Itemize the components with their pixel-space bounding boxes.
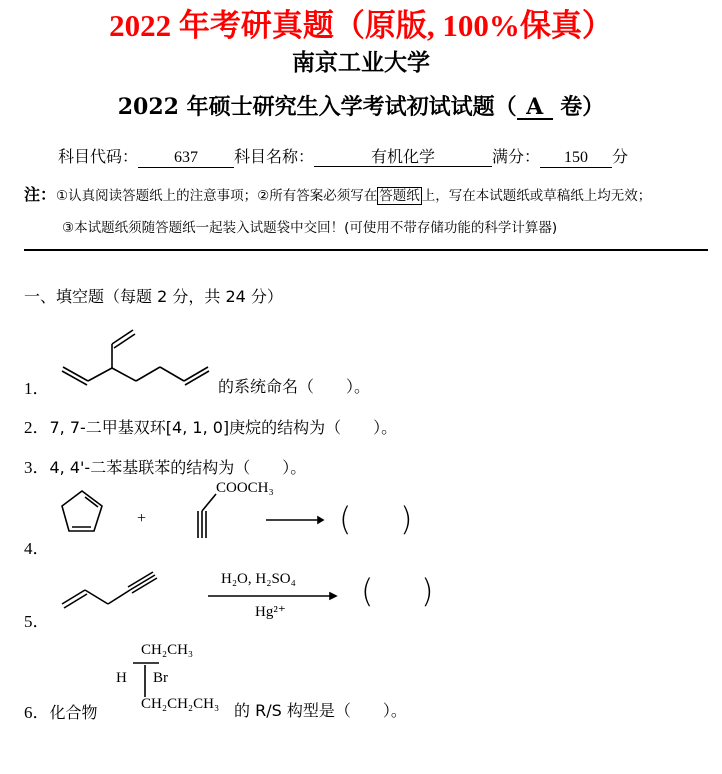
fischer-top-group: CH₂CH₃ [141,642,194,658]
answer-paren-open: ( [361,572,374,610]
answer-sheet-box: 答题纸 [379,188,420,204]
question-number: 1． [24,379,50,398]
q1-structure [62,330,209,385]
score-unit: 分 [612,147,629,166]
question-6-suffix: 的 R/S 构型是（ ）。 [234,701,407,720]
question-2 [24,413,397,438]
subject-name-value: 有机化学 [314,148,492,167]
question-3 [24,453,306,478]
question-number: 3． [24,458,50,477]
q5-structure [62,572,157,608]
subject-code-value: 637 [138,149,234,168]
answer-paren-close: ) [421,572,434,610]
question-number: 2． [24,418,50,437]
notice-text-b: 上，写在本试题纸或草稿纸上均无效； [421,188,652,204]
promo-banner: 2022 年考研真题（原版, 100%保真） [109,8,613,43]
reagent-formula: COOCH₃ [216,480,274,496]
question-2-text: 7, 7-二甲基双环[4, 1, 0]庚烷的结构为（ ）。 [49,418,398,437]
exam-title-suffix: 卷） [552,94,605,120]
question-number: 4． [24,539,50,558]
notice-lead: 注： [24,185,57,204]
condition-bottom: Hg²⁺ [255,604,286,620]
answer-paren-close: ) [400,500,413,538]
q4-cyclopentadiene [62,491,102,531]
question-number: 5． [24,612,50,631]
fischer-bottom-group: CH₂CH₂CH₃ [141,696,220,712]
section-title: 一、填空题（每题 2 分，共 24 分） [24,287,283,306]
subject-code-label: 科目代码： [58,147,139,166]
condition-top: H₂O, H₂SO₄ [221,571,296,587]
answer-paren-open: ( [339,500,352,538]
notice-text-a: ①认真阅读答题纸上的注意事项；②所有答案必须写在 [56,188,378,204]
notice-line-2: ③本试题纸须随答题纸一起装入试题袋中交回！(可使用不带存储功能的科学计算器) [62,220,558,236]
subject-name-label: 科目名称： [234,147,315,166]
question-1-text: 的系统命名（ ）。 [218,377,371,396]
question-6 [24,698,98,723]
plus-sign: + [137,510,147,527]
full-score-label: 满分： [492,147,541,166]
q5-reaction-arrow [208,593,336,599]
question-4 [24,534,50,559]
question-6-prefix: 化合物 [49,703,98,722]
paper-letter: A [517,96,553,120]
question-1 [24,374,50,399]
exam-title-text: 2022 年硕士研究生入学考试初试试题（ [117,94,517,120]
fischer-right-atom: Br [153,670,168,686]
question-3-text: 4, 4'-二苯基联苯的结构为（ ）。 [49,458,307,477]
university-name: 南京工业大学 [292,49,430,76]
question-number: 6． [24,703,50,722]
question-5 [24,607,50,632]
fischer-left-atom: H [116,670,127,686]
q4-alkyne [198,494,216,538]
full-score-value: 150 [540,149,612,168]
q4-reaction-arrow [266,517,323,523]
